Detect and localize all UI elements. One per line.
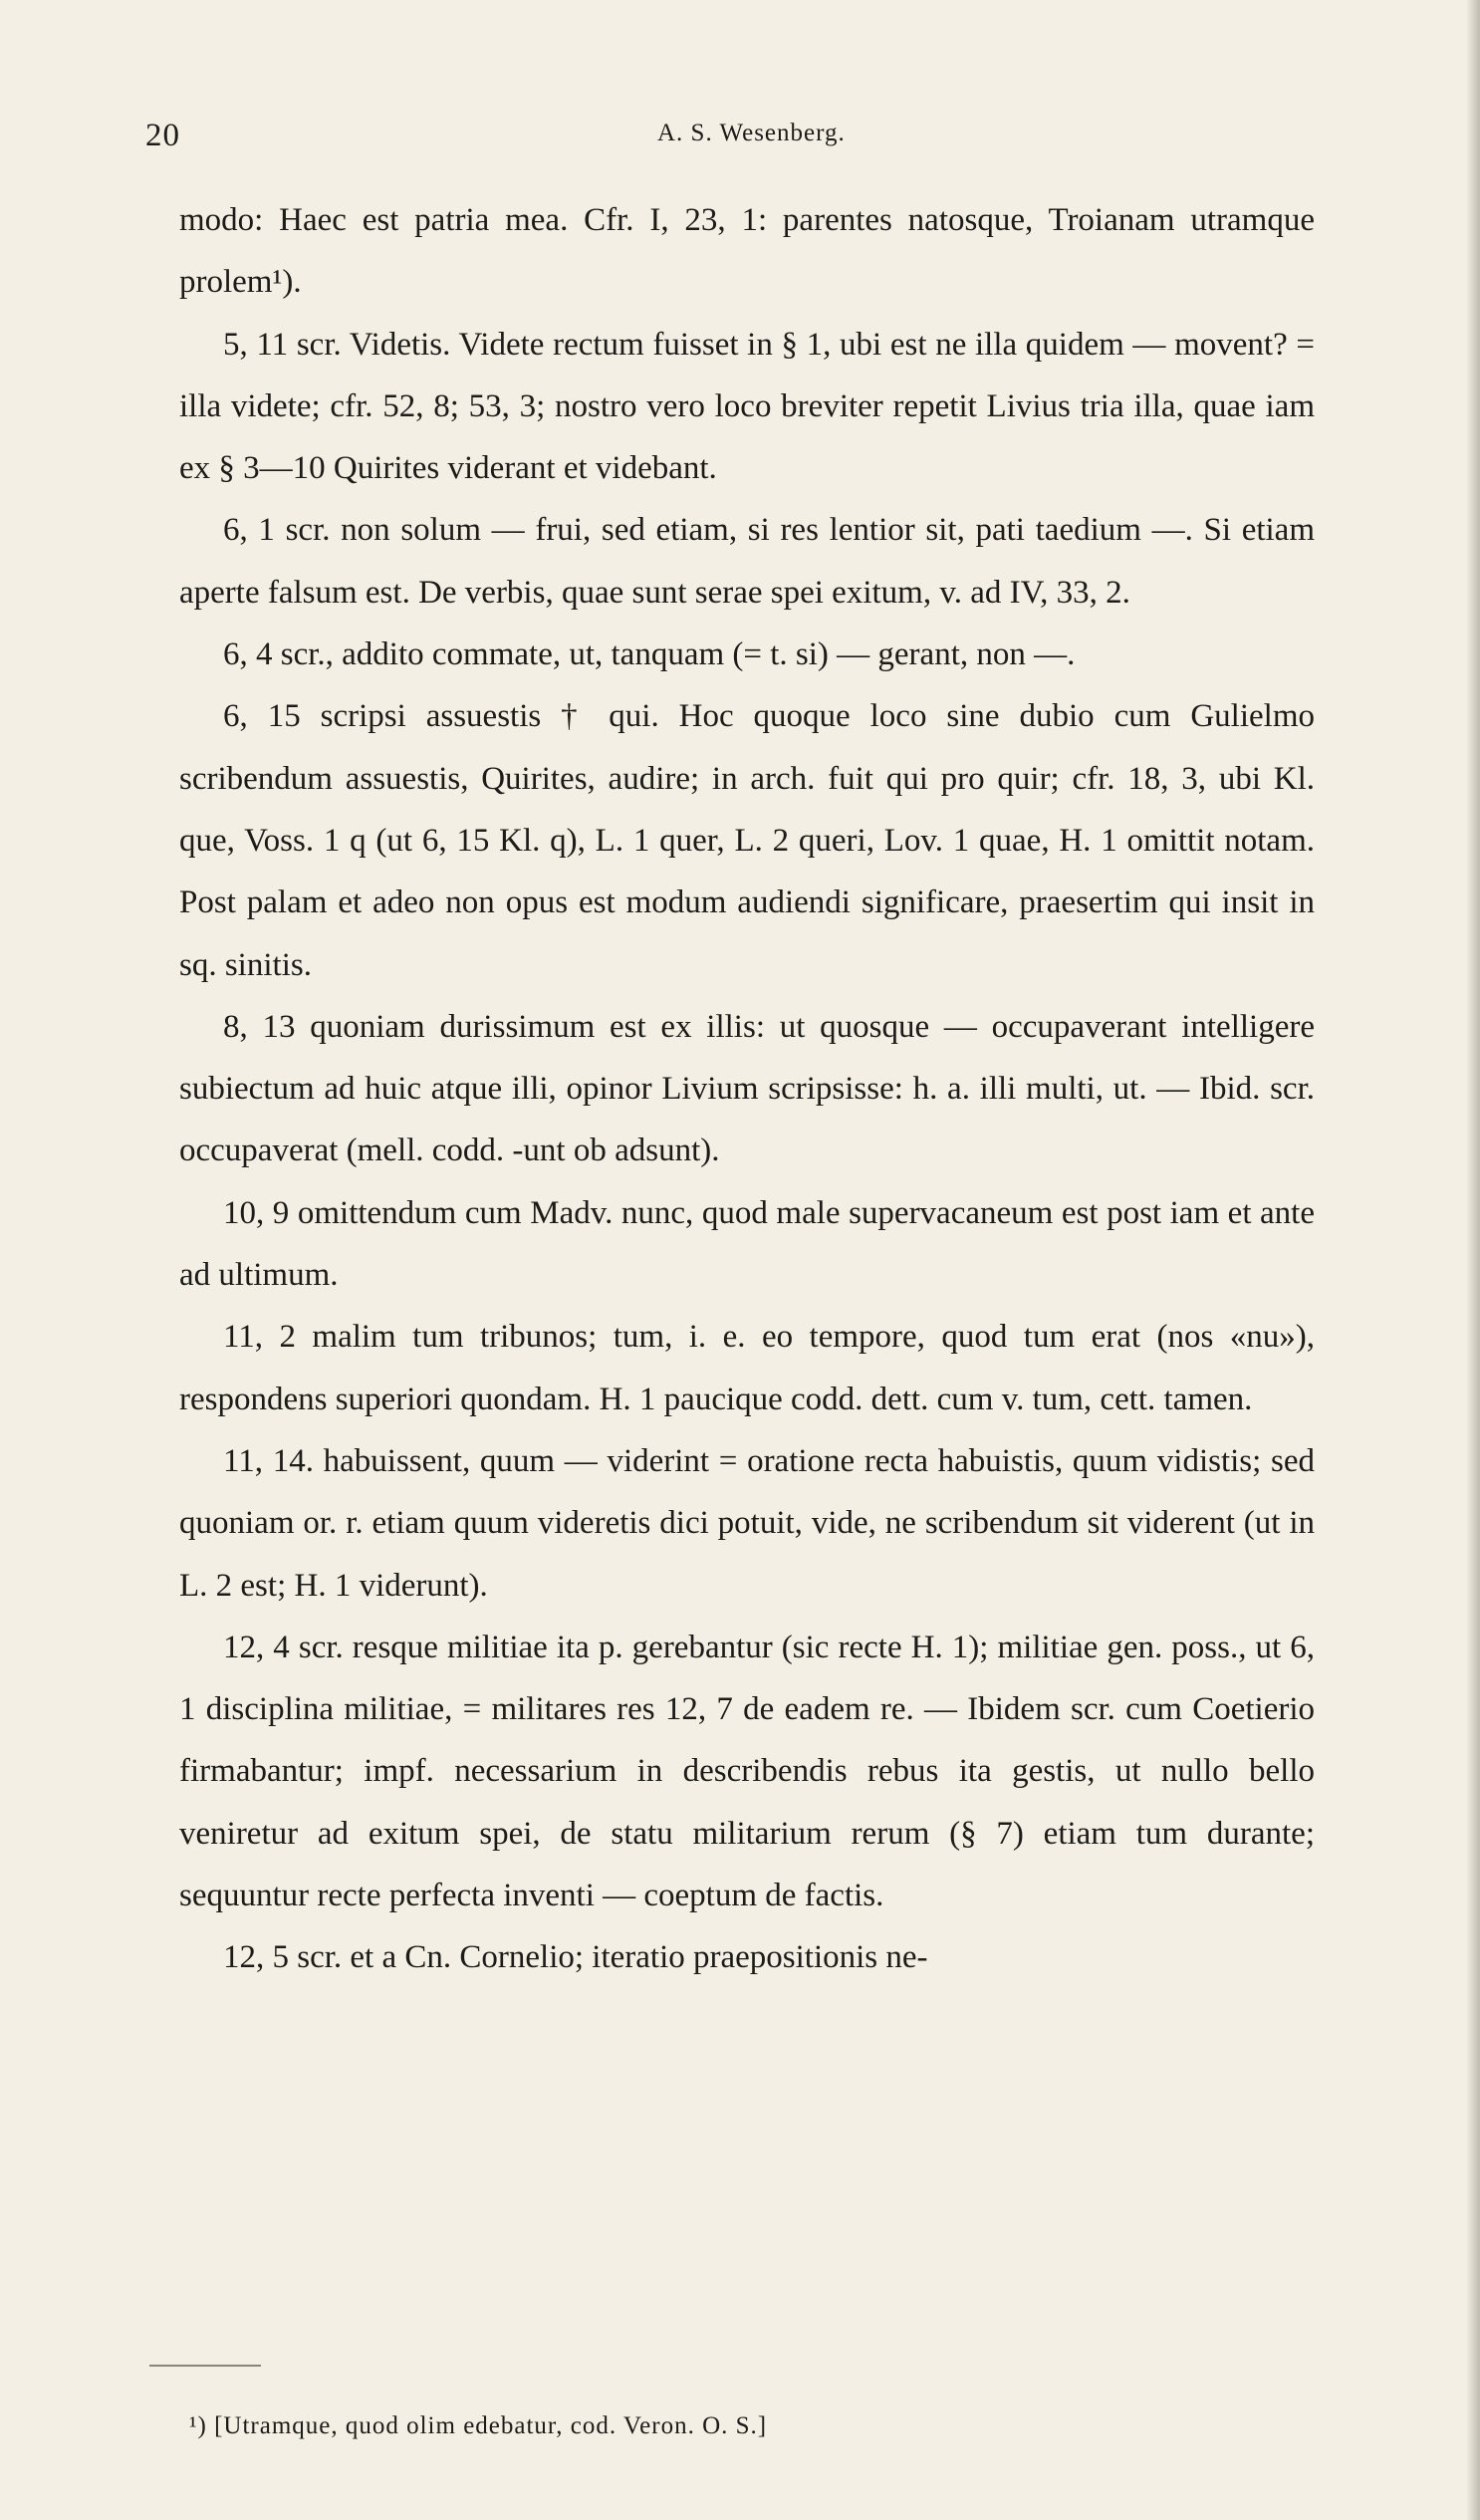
paragraph-modo: modo: Haec est patria mea. Cfr. I, 23, 1: parentes natosque, Troianam utramque prolem¹). (179, 202, 1315, 301)
page-header (0, 118, 1480, 157)
main-text (179, 189, 1315, 1989)
page-edge-shadow (1466, 0, 1480, 2520)
running-head: A. S. Wesenberg. (657, 120, 846, 146)
footnote: ¹) [Utramque, quod olim edebatur, cod. Veron. O. S.] (189, 2412, 768, 2439)
paragraph-12-5: 12, 5 scr. et a Cn. Cornelio; iteratio praepositionis ne- (223, 1939, 928, 1976)
paragraph-5-11: 5, 11 scr. Videtis. Videte rectum fuisset in § 1, ubi est ne illa quidem — movent? = illa videte; cfr. 52, 8; 53, 3; nostro vero loco breviter repetit Livius tria illa, quae iam ex § 3—10 Quirites viderant et videbant. (179, 326, 1315, 487)
paragraph-6-1: 6, 1 scr. non solum — frui, sed etiam, si res lentior sit, pati taedium —. Si etiam aperte falsum est. De verbis, quae sunt serae spei exitum, v. ad IV, 33, 2. (179, 512, 1315, 611)
paragraph-11-2: 11, 2 malim tum tribunos; tum, i. e. eo tempore, quod tum erat (nos «nu»), respondens superiori quondam. H. 1 paucique codd. dett. cum v. tum, cett. tamen. (179, 1319, 1315, 1417)
paragraph-6-4: 6, 4 scr., addito commate, ut, tanquam (= t. si) — gerant, non —. (223, 636, 1076, 673)
footnote-rule (149, 2365, 261, 2367)
paragraph-8-13: 8, 13 quoniam durissimum est ex illis: ut quosque — occupaverant intelligere subiectum ad huic atque illi, opinor Livium scripsisse: h. a. illi multi, ut. — Ibid. scr. occupaverat (mell. codd. -unt ob adsunt). (179, 1008, 1315, 1169)
paragraph-10-9: 10, 9 omittendum cum Madv. nunc, quod male supervacaneum est post iam et ante ad ultimum. (179, 1194, 1315, 1294)
page-number: 20 (145, 118, 180, 153)
paragraph-12-4: 12, 4 scr. resque militiae ita p. gerebantur (sic recte H. 1); militiae gen. poss., ut 6, 1 disciplina militiae, = militares res 12, 7 de eadem re. — Ibidem scr. cum Coetierio firmabantur; impf. necessarium in describendis rebus ita gestis, ut nullo bello veniretur ad exitum spei, de statu militarium rerum (§ 7) etiam tum durante; sequuntur recte perfecta inventi — coeptum de factis. (179, 1629, 1315, 1914)
paragraph-11-14: 11, 14. habuissent, quum — viderint = oratione recta habuistis, quum vidistis; sed quoniam or. r. etiam quum videretis dici potuit, vide, ne scribendum sit viderent (ut in L. 2 est; H. 1 viderunt). (179, 1442, 1315, 1604)
paragraph-6-15: 6, 15 scripsi assuestis † qui. Hoc quoque loco sine dubio cum Gulielmo scribendum assuestis, Quirites, audire; in arch. fuit qui pro quir; cfr. 18, 3, ubi Kl. que, Voss. 1 q (ut 6, 15 Kl. q), L. 1 quer, L. 2 queri, Lov. 1 quae, H. 1 omittit notam. Post palam et adeo non opus est modum audiendi significare, praesertim qui insit in sq. sinitis. (179, 698, 1315, 983)
